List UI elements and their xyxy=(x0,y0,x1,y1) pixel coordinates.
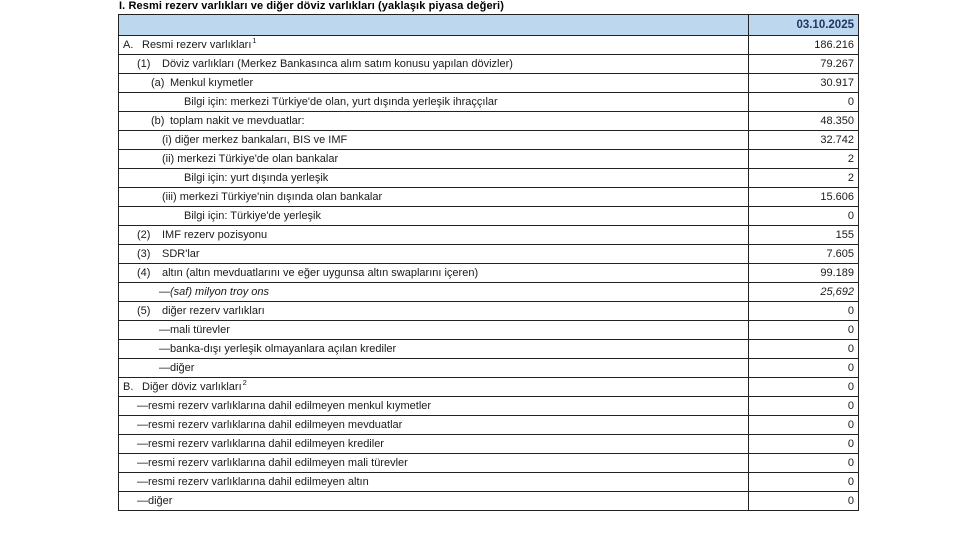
table-row xyxy=(119,321,859,340)
row-value: 0 xyxy=(749,435,859,454)
table-row xyxy=(119,55,859,74)
row-label-text: SDR'lar xyxy=(162,248,200,260)
table-row xyxy=(119,340,859,359)
row-label xyxy=(119,150,749,169)
row-value: 32.742 xyxy=(749,131,859,150)
row-label xyxy=(119,55,749,74)
row-label-text: —resmi rezerv varlıklarına dahil edilmeyen mevduatlar xyxy=(137,419,403,431)
table-row xyxy=(119,207,859,226)
row-marker: A. xyxy=(123,39,134,51)
row-label xyxy=(119,188,749,207)
row-marker: (a) xyxy=(151,77,165,89)
table-row xyxy=(119,131,859,150)
row-label-text: Bilgi için: Türkiye'de yerleşik xyxy=(184,210,322,222)
row-marker: B. xyxy=(123,381,134,393)
row-label-text: (ii) merkezi Türkiye'de olan bankalar xyxy=(162,153,339,165)
table-header xyxy=(119,15,859,36)
row-label xyxy=(119,93,749,112)
table-row xyxy=(119,473,859,492)
page-title: I. Resmi rezerv varlıkları ve diğer döviz varlıkları (yaklaşık piyasa değeri) xyxy=(119,0,504,12)
row-value: 25,692 xyxy=(749,283,859,302)
row-label-text: Bilgi için: yurt dışında yerleşik xyxy=(184,172,329,184)
row-value: 0 xyxy=(749,359,859,378)
row-marker: (b) xyxy=(151,115,165,127)
table-row xyxy=(119,454,859,473)
table-row xyxy=(119,264,859,283)
reserve-assets-table xyxy=(118,14,859,511)
header-date-cell: 03.10.2025 xyxy=(749,15,859,36)
row-value: 30.917 xyxy=(749,74,859,93)
row-label-text: (iii) merkezi Türkiye'nin dışında olan bankalar xyxy=(162,191,383,203)
table-row xyxy=(119,435,859,454)
row-value: 2 xyxy=(749,150,859,169)
row-label-text: —diğer xyxy=(159,362,195,374)
row-label-text: Bilgi için: merkezi Türkiye'de olan, yurt dışında yerleşik ihraççılar xyxy=(184,96,498,108)
row-marker: (3) xyxy=(137,248,151,260)
table-row xyxy=(119,378,859,397)
row-label xyxy=(119,169,749,188)
row-label xyxy=(119,131,749,150)
row-label xyxy=(119,226,749,245)
header-label-cell xyxy=(119,15,749,36)
row-value: 7.605 xyxy=(749,245,859,264)
row-label xyxy=(119,378,749,397)
table-row xyxy=(119,93,859,112)
table-row xyxy=(119,492,859,511)
row-label xyxy=(119,416,749,435)
row-label xyxy=(119,207,749,226)
table-row xyxy=(119,283,859,302)
row-label-text: diğer rezerv varlıkları xyxy=(162,305,265,317)
row-label-text: —resmi rezerv varlıklarına dahil edilmeyen krediler xyxy=(137,438,384,450)
row-value: 0 xyxy=(749,473,859,492)
row-label-text: toplam nakit ve mevduatlar: xyxy=(170,115,305,127)
row-label-text: Döviz varlıkları (Merkez Bankasınca alım satım konusu yapılan dövizler) xyxy=(162,58,513,70)
row-label-text: —(saf) milyon troy ons xyxy=(159,286,270,298)
row-value: 79.267 xyxy=(749,55,859,74)
row-label-text: (i) diğer merkez bankaları, BIS ve IMF xyxy=(162,134,348,146)
row-marker: (4) xyxy=(137,267,151,279)
row-value: 0 xyxy=(749,416,859,435)
row-label xyxy=(119,321,749,340)
table-row xyxy=(119,245,859,264)
table-header-row xyxy=(119,15,859,36)
row-marker: (1) xyxy=(137,58,151,70)
table-row xyxy=(119,302,859,321)
row-label xyxy=(119,340,749,359)
row-value: 155 xyxy=(749,226,859,245)
row-value: 0 xyxy=(749,492,859,511)
row-value: 0 xyxy=(749,207,859,226)
row-value: 0 xyxy=(749,397,859,416)
row-label xyxy=(119,245,749,264)
row-label xyxy=(119,36,749,55)
row-label xyxy=(119,492,749,511)
row-value: 0 xyxy=(749,378,859,397)
row-value: 0 xyxy=(749,454,859,473)
row-label xyxy=(119,359,749,378)
row-value: 0 xyxy=(749,321,859,340)
row-label xyxy=(119,283,749,302)
row-label xyxy=(119,473,749,492)
table-row xyxy=(119,150,859,169)
row-value: 0 xyxy=(749,302,859,321)
table-row xyxy=(119,112,859,131)
row-marker: (2) xyxy=(137,229,151,241)
table-row xyxy=(119,188,859,207)
row-label xyxy=(119,112,749,131)
row-label-text: Menkul kıymetler xyxy=(170,77,254,89)
row-label-text: IMF rezerv pozisyonu xyxy=(162,229,268,241)
row-value: 99.189 xyxy=(749,264,859,283)
footnote-ref: 2 xyxy=(242,378,247,388)
footnote-ref: 1 xyxy=(252,36,257,46)
row-value: 0 xyxy=(749,340,859,359)
row-marker: (5) xyxy=(137,305,151,317)
table-row xyxy=(119,74,859,93)
row-label xyxy=(119,454,749,473)
row-value: 0 xyxy=(749,93,859,112)
table-row xyxy=(119,36,859,55)
table-row xyxy=(119,169,859,188)
table-row xyxy=(119,397,859,416)
row-label-text: —resmi rezerv varlıklarına dahil edilmeyen mali türevler xyxy=(137,457,408,469)
row-value: 2 xyxy=(749,169,859,188)
table-body xyxy=(119,36,859,511)
row-label xyxy=(119,435,749,454)
row-label xyxy=(119,302,749,321)
row-label-text: —banka-dışı yerleşik olmayanlara açılan krediler xyxy=(159,343,397,355)
row-label-text: —resmi rezerv varlıklarına dahil edilmeyen altın xyxy=(137,476,369,488)
row-value: 15.606 xyxy=(749,188,859,207)
row-label-text: —resmi rezerv varlıklarına dahil edilmeyen menkul kıymetler xyxy=(137,400,432,412)
row-label-text: Resmi rezerv varlıkları xyxy=(142,39,252,51)
table-row xyxy=(119,226,859,245)
table-row xyxy=(119,416,859,435)
row-label-text: Diğer döviz varlıkları xyxy=(142,381,242,393)
row-label-text: —diğer xyxy=(137,495,173,507)
row-value: 48.350 xyxy=(749,112,859,131)
row-value: 186.216 xyxy=(749,36,859,55)
row-label-text: —mali türevler xyxy=(159,324,230,336)
row-label xyxy=(119,264,749,283)
row-label-text: altın (altın mevduatlarını ve eğer uygunsa altın swaplarını içeren) xyxy=(162,267,479,279)
row-label xyxy=(119,74,749,93)
row-label xyxy=(119,397,749,416)
table-row xyxy=(119,359,859,378)
